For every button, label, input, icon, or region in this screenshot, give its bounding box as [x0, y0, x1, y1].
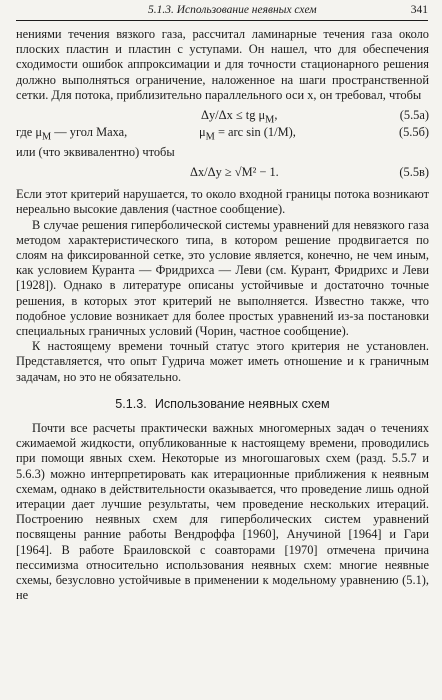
paragraph: В случае решения гиперболической системы уравнений для невязкого газа методом характеристического типа, в котором решение продвигается по слоям на фиксированной сетке, это условие является, конечно, не чем иным, как условием Куранта — Фридрихса — Леви (см. Курант, Фридрихс и Леви [1928]). Однако в литературе описаны устойчивые и достаточно точные решения, в которых этот критерий не выполняется. Известно также, что подобное условие возникает для более простых уравнений из-за постановки специальных граничных условий (Чорин, частное сообщение). [16, 217, 429, 339]
equation-number: (5.5б) [398, 125, 429, 140]
equation-lead-text: где $\mu_M$ — угол Маха, [16, 125, 128, 143]
paragraph-continued: нениями течения вязкого газа, рассчитал ламинарные течения газа около плоских пластин и пластин с уступами. Он нашел, что для обеспечения сходимости ошибок аппроксимации и для точности стационарного решения должно выполняться ограничение, наложенное на шаги пространственной сетки. Для потока, приблизительно параллельного оси x, он требовал, чтобы [16, 27, 429, 102]
paragraph: или (что эквивалентно) чтобы [16, 145, 175, 160]
header-rule [16, 20, 428, 21]
section-heading [16, 397, 429, 412]
paragraph: Если этот критерий нарушается, то около входной границы потока возникают нереально высокие давления (частное сообщение). [16, 187, 429, 217]
paragraph: К настоящему времени точный статус этого критерия не установлен. Представляется, что опыт Гудрича может иметь отношение и к граничным задачам, но это не обязательно. [16, 339, 429, 384]
page-header [0, 0, 442, 22]
section-title: Использование неявных схем [154, 396, 330, 411]
equation-5-5c [16, 164, 429, 181]
equation-formula: Δy/Δx ≤ tg $\mu_M$, [201, 108, 278, 126]
page-body [16, 27, 429, 604]
paragraph: Почти все расчеты практически важных многомерных задач о течениях сжимаемой жидкости, опубликованные к настоящему времени, проводились при помощи явных схем. Некоторые из многошаговых схем (разд. 5.5.7 и 5.6.3) можно интерпретировать как итерационные приближения к неявным схемам, однако в действительности оказывается, что проведение лишь одной итерации дает лучшие результаты, чем проведение нескольких итераций. Построению неявных схем для гиперболических систем уравнений посвящены ранние работы Вендроффа [1960], Анучиной [1964] и Гари [1964]. В работе Браиловской с соавторами [1970] отмечена причина пессимизма относительно использования неявных схем: многие неявные схемы, безусловно устойчивые в применении к модельному уравнению (5.1), не [16, 421, 429, 603]
running-title: 5.1.3. Использование неявных схем [148, 4, 317, 16]
equation-number: (5.5в) [399, 165, 429, 180]
equation-formula: $\mu_M$ = arc sin (1/M), [199, 125, 296, 143]
page-number: 341 [410, 4, 428, 16]
section-number: 5.1.3. [115, 396, 147, 411]
equation-formula: Δx/Δy ≥ √M² − 1. [190, 165, 279, 180]
equation-5-5a [16, 107, 429, 124]
equation-5-5b [16, 124, 429, 141]
equation-number: (5.5а) [399, 108, 429, 123]
